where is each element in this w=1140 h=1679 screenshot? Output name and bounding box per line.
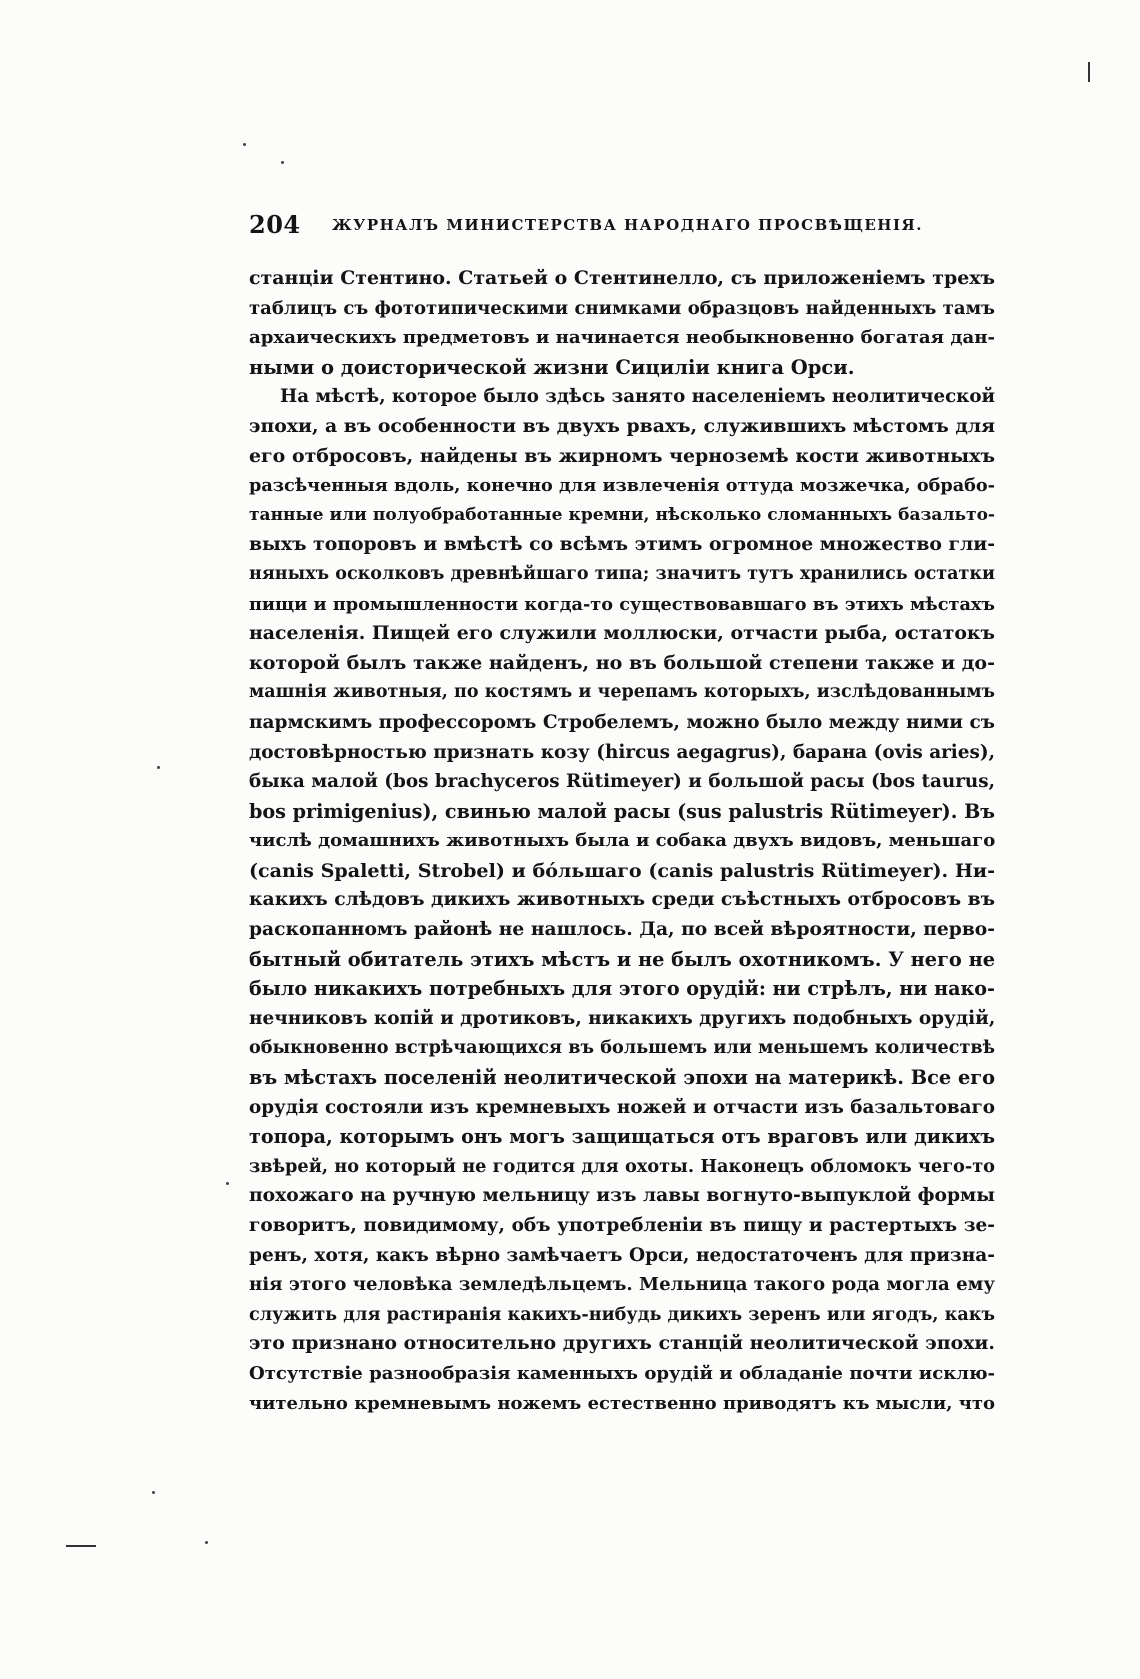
text-line: его отбросовъ, найдены въ жирномъ черноземѣ кости животныхъ bbox=[249, 444, 995, 467]
text-line: быка малой (bos brachyceros Rütimeyer) и большой расы (bos taurus, bbox=[249, 771, 995, 793]
text-line: которой былъ также найденъ, но въ большой степени также и до- bbox=[249, 651, 995, 674]
text-line: пармскимъ профессоромъ Стробелемъ, можно было между ними съ bbox=[249, 711, 995, 733]
text-line: выхъ топоровъ и вмѣстѣ со всѣмъ этимъ огромное множество гли- bbox=[249, 533, 995, 556]
text-line: нечниковъ копій и дротиковъ, никакихъ другихъ подобныхъ орудій, bbox=[249, 1007, 996, 1029]
text-line: достовѣрностью признать козу (hircus aegagrus), барана (ovis aries), bbox=[249, 741, 995, 763]
text-line: какихъ слѣдовъ дикихъ животныхъ среди съѣстныхъ отбросовъ въ bbox=[249, 888, 996, 911]
text-line: было никакихъ потребныхъ для этого орудій: ни стрѣлъ, ни нако- bbox=[249, 977, 995, 1001]
text-line: раскопанномъ районѣ не нашлось. Да, по всей вѣроятности, перво- bbox=[249, 918, 995, 941]
text-line: въ мѣстахъ поселеній неолитической эпохи на материкѣ. Все его bbox=[249, 1066, 995, 1090]
scan-speck bbox=[205, 1541, 208, 1544]
text-line: эпохи, а въ особенности въ двухъ рвахъ, служившихъ мѣстомъ для bbox=[249, 414, 996, 437]
scan-speck bbox=[152, 1491, 155, 1494]
text-line: (canis Spaletti, Strobel) и бо́льшаго (canis palustris Rütimeyer). Ни- bbox=[249, 858, 995, 882]
text-line: ными о доисторической жизни Сициліи книга Орси. bbox=[249, 355, 855, 379]
running-head: ЖУРНАЛЪ МИНИСТЕРСТВА НАРОДНАГО ПРОСВѢЩЕНІЯ. bbox=[332, 216, 923, 234]
page-number: 204 bbox=[249, 210, 301, 239]
scan-speck bbox=[243, 143, 246, 146]
text-line: няныхъ осколковъ древнѣйшаго типа; значитъ тутъ хранились остатки bbox=[249, 563, 995, 584]
text-line: чительно кремневымъ ножемъ естественно приводятъ къ мысли, что bbox=[249, 1392, 995, 1414]
text-line: числѣ домашнихъ животныхъ была и собака двухъ видовъ, меньшаго bbox=[249, 830, 996, 852]
text-line: bos primigenius), свинью малой расы (sus palustris Rütimeyer). Въ bbox=[249, 799, 995, 823]
paragraph bbox=[249, 264, 995, 382]
text-line: разсѣченныя вдоль, конечно для извлеченія оттуда мозжечка, обрабо- bbox=[249, 475, 995, 497]
text-line: архаическихъ предметовъ и начинается необыкновенно богатая дан- bbox=[249, 327, 995, 349]
text-line: служить для растиранія какихъ-нибудь дикихъ зеренъ или ягодъ, какъ bbox=[249, 1303, 995, 1325]
text-line: топора, которымъ онъ могъ защищаться отъ враговъ или дикихъ bbox=[249, 1125, 995, 1149]
text-line: ренъ, хотя, какъ вѣрно замѣчаетъ Орси, недостаточенъ для призна- bbox=[249, 1244, 995, 1266]
scan-speck bbox=[226, 1182, 229, 1185]
text-line: звѣрей, но который не годится для охоты. Наконецъ обломокъ чего-то bbox=[249, 1155, 995, 1177]
scan-speck bbox=[157, 766, 160, 769]
text-line: говоритъ, повидимому, объ употребленіи въ пищу и растертыхъ зе- bbox=[249, 1215, 995, 1236]
text-line: населенія. Пищей его служили моллюски, отчасти рыба, остатокъ bbox=[249, 622, 995, 645]
text-line: Отсутствіе разнообразія каменныхъ орудій и обладаніе почти исклю- bbox=[249, 1362, 995, 1384]
scan-speck bbox=[281, 161, 284, 164]
text-line: машнія животныя, по костямъ и черепамъ которыхъ, изслѣдованнымъ bbox=[249, 682, 995, 703]
text-line: орудія состояли изъ кремневыхъ ножей и отчасти изъ базальтоваго bbox=[249, 1096, 995, 1118]
text-line: обыкновенно встрѣчающихся въ большемъ или меньшемъ количествѣ bbox=[249, 1037, 995, 1059]
text-line: похожаго на ручную мельницу изъ лавы вогнуто-выпуклой формы bbox=[249, 1184, 995, 1207]
page-header bbox=[249, 210, 1001, 250]
text-line: танные или полуобработанные кремни, нѣсколько сломанныхъ базальто- bbox=[249, 504, 995, 525]
paragraph bbox=[249, 382, 995, 1418]
text-line: станціи Стентино. Статьей о Стентинелло, съ приложеніемъ трехъ bbox=[249, 267, 995, 289]
scan-edge-mark bbox=[1088, 62, 1090, 82]
text-line: таблицъ съ фототипическими снимками образцовъ найденныхъ тамъ bbox=[249, 297, 995, 319]
text-line: это признано относительно другихъ станцій неолитической эпохи. bbox=[249, 1332, 995, 1355]
text-line: пищи и промышленности когда-то существовавшаго въ этихъ мѣстахъ bbox=[249, 593, 995, 615]
text-line: бытный обитатель этихъ мѣстъ и не былъ охотникомъ. У него не bbox=[249, 947, 995, 971]
text-line: нія этого человѣка земледѣльцемъ. Мельница такого рода могла ему bbox=[249, 1274, 995, 1296]
scan-dash-mark bbox=[66, 1545, 96, 1547]
text-line: На мѣстѣ, которое было здѣсь занято населеніемъ неолитической bbox=[280, 386, 995, 408]
body-text bbox=[249, 264, 995, 1418]
